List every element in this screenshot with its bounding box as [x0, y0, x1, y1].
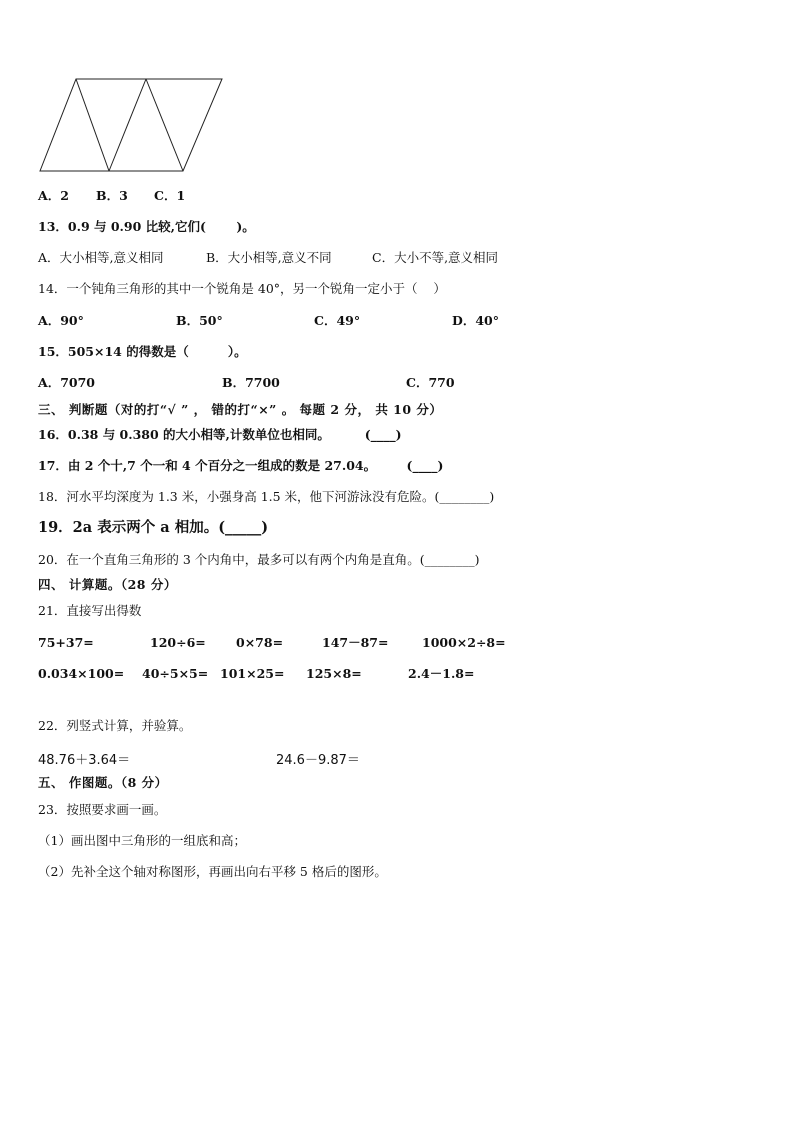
q19-statement: 19．2a 表示两个 a 相加。(_____) — [38, 519, 269, 536]
q12-option-c[interactable]: C．1 — [154, 188, 186, 203]
q17-statement: 17．由 2 个十,7 个一和 4 个百分之一组成的数是 27.04。 (____) — [38, 458, 444, 473]
q14-question: 14．一个钝角三角形的其中一个锐角是 40°，另一个锐角一定小于（ ） — [38, 281, 446, 296]
q21-row1-item-1: 75+37= — [38, 635, 94, 650]
section-3-heading: 三、 判断题（对的打“√ ” ， 错的打“×” 。 每题 2 分， 共 10 分） — [38, 402, 443, 417]
q16-statement: 16．0.38 与 0.380 的大小相等,计数单位也相同。 (____) — [38, 427, 402, 442]
q21-row1-item-2: 120÷6= — [150, 635, 206, 650]
q15-option-b[interactable]: B．7700 — [222, 375, 280, 390]
section-5-heading: 五、 作图题。（8 分） — [38, 775, 168, 790]
triangle-edge-1 — [76, 79, 109, 171]
q12-option-b[interactable]: B．3 — [96, 188, 128, 203]
q15-option-a[interactable]: A．7070 — [38, 375, 95, 390]
q22-expression-2: 24.6－9.87＝ — [276, 753, 360, 768]
parallelogram-outline — [40, 79, 222, 171]
q20-statement: 20．在一个直角三角形的 3 个内角中，最多可以有两个内角是直角。(________) — [38, 552, 480, 567]
q14-option-b[interactable]: B．50° — [176, 313, 223, 328]
q12-option-a[interactable]: A．2 — [38, 188, 69, 203]
q13-question: 13．0.9 与 0.90 比较,它们( )。 — [38, 219, 255, 234]
section-4-heading: 四、 计算题。（28 分） — [38, 577, 177, 592]
q21-row2-item-2: 40÷5×5= — [142, 666, 209, 681]
q13-option-a[interactable]: A．大小相等,意义相同 — [38, 250, 164, 265]
q21-row1-item-3: 0×78= — [236, 635, 284, 650]
triangle-edge-3 — [146, 79, 183, 171]
q21-row2-item-3: 101×25= — [220, 666, 285, 681]
q21-row2-item-1: 0.034×100= — [38, 666, 125, 681]
q14-option-c[interactable]: C．49° — [314, 313, 361, 328]
q23-part-2: （2）先补全这个轴对称图形，再画出向右平移 5 格后的图形。 — [38, 864, 387, 879]
parallelogram-triangles-figure — [38, 76, 228, 174]
q22-expression-1: 48.76＋3.64＝ — [38, 753, 131, 768]
q14-option-a[interactable]: A．90° — [38, 313, 84, 328]
q13-option-b[interactable]: B．大小相等,意义不同 — [206, 250, 332, 265]
triangle-edge-2 — [109, 79, 146, 171]
q21-row2-item-5: 2.4－1.8= — [408, 666, 475, 681]
q23-part-1: （1）画出图中三角形的一组底和高； — [38, 833, 246, 848]
q21-row2-item-4: 125×8= — [306, 666, 362, 681]
q14-option-d[interactable]: D．40° — [452, 313, 499, 328]
q13-option-c[interactable]: C．大小不等,意义相同 — [372, 250, 499, 265]
q15-question: 15．505×14 的得数是（ ）。 — [38, 344, 247, 359]
q23-title: 23．按照要求画一画。 — [38, 802, 167, 817]
q21-row1-item-5: 1000×2÷8= — [422, 635, 506, 650]
q22-title: 22．列竖式计算，并验算。 — [38, 718, 192, 733]
q15-option-c[interactable]: C．770 — [406, 375, 455, 390]
q21-title: 21．直接写出得数 — [38, 603, 142, 618]
q21-row1-item-4: 147－87= — [322, 635, 389, 650]
q18-statement: 18．河水平均深度为 1.3 米，小强身高 1.5 米，他下河游泳没有危险。(________) — [38, 489, 495, 504]
